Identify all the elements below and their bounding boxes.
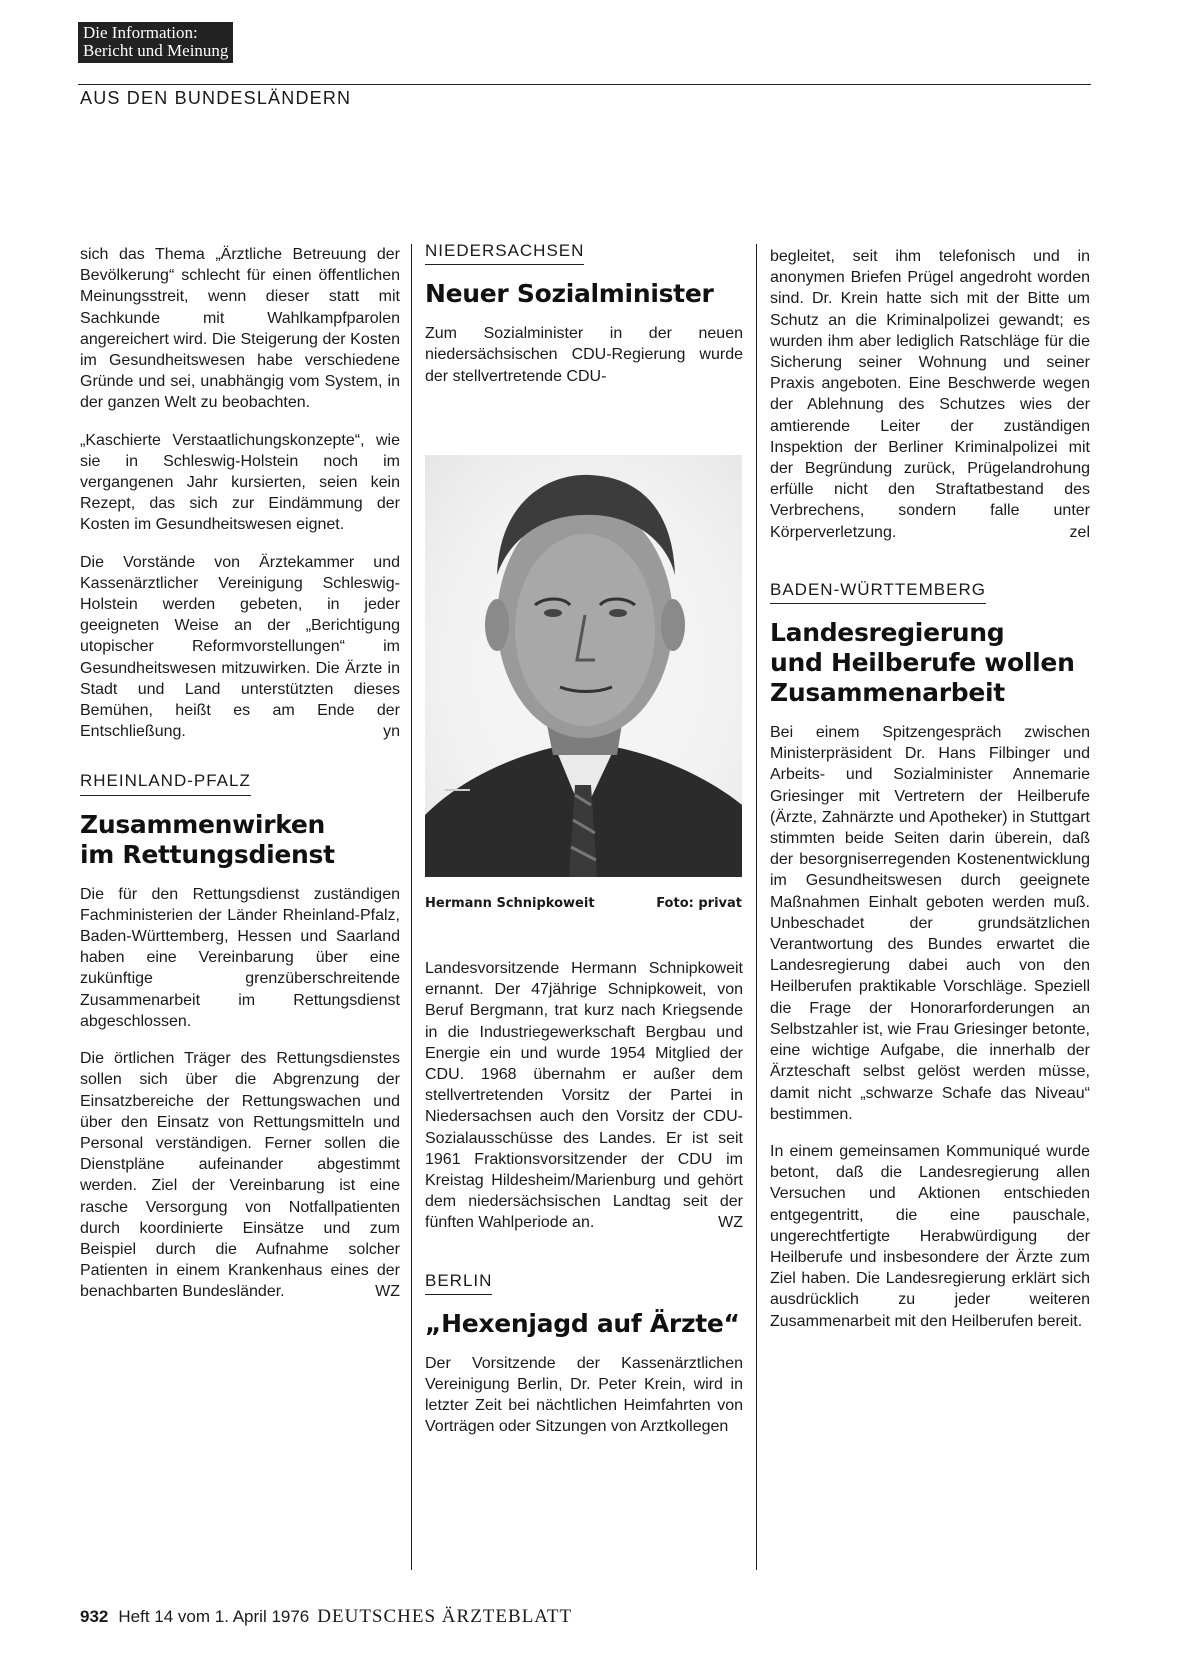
issue-info: Heft 14 vom 1. April 1976 bbox=[118, 1607, 310, 1626]
article-title-rettungsdienst bbox=[80, 810, 400, 870]
region-label-rheinland-pfalz: RHEINLAND-PFALZ bbox=[80, 770, 251, 795]
paragraph-text: begleitet, seit ihm telefonisch und in anonymen Briefen Prügel angedroht worden sind. Dr. Krein hatte sich mit der Bitte um Schutz an die Kriminalpolizei gewandt; es wurden ihm aber lediglich Ratschläge für die Sicherung seiner Wohnung und seiner Praxis angeboten. Eine Beschwerde wegen der Ablehnung des Schutzes wies der amtierende Leiter der zuständigen Inspektion der Berliner Kriminalpolizei mit der Begründung zurück, Prügelandrohung erfülle nicht den Straftatbestand des Verbrechens, sondern falle unter Körperverletzung. bbox=[770, 248, 1090, 541]
article-title-sozialminister: Neuer Sozialminister bbox=[425, 279, 714, 309]
author-sign: yn bbox=[383, 723, 400, 741]
author-sign: zel bbox=[1069, 523, 1090, 541]
column-divider-right bbox=[756, 244, 757, 1570]
article-paragraph: sich das Thema „Ärztliche Betreuung der Bevölkerung“ schlecht für einen öffentlichen Meinungsstreit, wenn dieser statt mit Sachkunde mit Wahlkampfparolen angereichert wird. Die Steigerung der Kosten im Gesundheitswesen habe verschiedene Gründe und sei, unabhängig vom System, in der ganzen Welt zu beobachten. bbox=[80, 246, 400, 412]
badge-line-2: Bericht und Meinung bbox=[83, 41, 229, 60]
author-sign: WZ bbox=[375, 1283, 400, 1301]
article-title-hexenjagd: „Hexenjagd auf Ärzte“ bbox=[425, 1308, 740, 1338]
region-label-berlin: BERLIN bbox=[425, 1270, 492, 1295]
magazine-name: DEUTSCHES ÄRZTEBLATT bbox=[317, 1606, 573, 1627]
caption-credit: Foto: privat bbox=[656, 896, 742, 911]
article-paragraph bbox=[770, 246, 1090, 543]
title-line: Landesregierung bbox=[770, 618, 1005, 648]
article-title-heilberufe bbox=[770, 618, 1090, 708]
paragraph-text: Die Vorstände von Ärztekammer und Kassenärztlicher Vereinigung Schleswig-Holstein werden gebeten, in jeder geeigneten Weise an der „Berichtigung utopischer Reformvorstellungen“ im Gesundheitswesen mitzuwirken. Die Ärzte in Stadt und Land unterstützten dieses Bemühen, heißt es am Ende der Entschließung. bbox=[80, 553, 400, 741]
title-line: im Rettungsdienst bbox=[80, 839, 335, 869]
article-paragraph bbox=[80, 552, 400, 743]
column-middle bbox=[425, 240, 743, 403]
article-paragraph: Der Vorsitzende der Kassenärztlichen Vereinigung Berlin, Dr. Peter Krein, wird in letzter Zeit bei nächtlichen Heimfahrten von Vorträgen oder Sitzungen von Arztkollegen bbox=[425, 1354, 743, 1436]
column-divider-left bbox=[411, 244, 412, 1570]
article-paragraph: Bei einem Spitzengespräch zwischen Ministerpräsident Dr. Hans Filbinger und Arbeits- und Sozialminister Annemarie Griesinger mit Vertretern der Heilberufe (Ärzte, Zahnärzte und Apotheker) in Stuttgart stimmten beide Seiten darin überein, daß der besorgniserregenden Kostenentwicklung im Gesundheitswesen durch geeignete Maßnahmen Einhalt geboten werden muß. Unbeschadet der grundsätzlichen Verantwortung des Bundes erwartet die Landesregierung dabei auch von den Heilberufen praktikable Vorschläge. Speziell die Frage der Honorarforderungen an Selbstzahler ist, wie Frau Griesinger betonte, eine wichtige Aufgabe, die innerhalb der Ärzteschaft selbst gelöst werden müsse, damit nicht „schwarze Schafe das Niveau“ bestimmen. bbox=[770, 724, 1090, 1123]
article-paragraph: Zum Sozialminister in der neuen niedersächsischen CDU-Regierung wurde der stellvertretende CDU- bbox=[425, 325, 743, 385]
title-line: Zusammenarbeit bbox=[770, 678, 1005, 708]
photo-caption bbox=[425, 896, 742, 911]
portrait-illustration bbox=[425, 455, 742, 877]
title-line: Zusammenwirken bbox=[80, 809, 326, 839]
author-sign: WZ bbox=[718, 1214, 743, 1232]
title-line: und Heilberufe wollen bbox=[770, 648, 1075, 678]
article-paragraph: „Kaschierte Verstaatlichungskonzepte“, wie sie in Schleswig-Holstein noch im vergangenen Jahr kursierten, seien kein Rezept, das sich zur Eindämmung der Kosten im Gesundheitswesen eignet. bbox=[80, 431, 400, 534]
page-number: 932 bbox=[80, 1607, 109, 1626]
section-badge bbox=[78, 22, 233, 63]
article-paragraph: Die für den Rettungsdienst zuständigen Fachministerien der Länder Rheinland-Pfalz, Baden-Württemberg, Hessen und Saarland haben eine Vereinbarung über eine zukünftige grenzüberschreitende Zusammenarbeit im Rettungsdienst abgeschlossen. bbox=[80, 885, 400, 1030]
article-paragraph bbox=[80, 1048, 400, 1302]
section-heading: AUS DEN BUNDESLÄNDERN bbox=[80, 88, 352, 108]
region-label-niedersachsen: NIEDERSACHSEN bbox=[425, 240, 584, 265]
paragraph-text: Die örtlichen Träger des Rettungsdienstes sollen sich über die Abgrenzung der Einsatzbereiche der Rettungswachen und über den Einsatz von Rettungsmitteln und Personal verständigen. Ferner sollen die Dienstpläne aufeinander abgestimmt werden. Ziel der Vereinbarung ist eine rasche Versorgung von Notfallpatienten durch koordinierte Einsätze und zum Beispiel durch die Aufnahme solcher Patienten in einem Krankenhaus eines der benachbarten Bundesländer. bbox=[80, 1050, 400, 1301]
column-right bbox=[770, 246, 1090, 1348]
column-left bbox=[80, 244, 400, 1319]
article-paragraph bbox=[425, 958, 743, 1234]
page-footer bbox=[80, 1606, 572, 1628]
portrait-photo bbox=[425, 455, 742, 877]
caption-name: Hermann Schnipkoweit bbox=[425, 896, 595, 911]
region-label-baden-wuerttemberg: BADEN-WÜRTTEMBERG bbox=[770, 579, 986, 604]
article-paragraph: In einem gemeinsamen Kommuniqué wurde betont, daß die Landesregierung allen Versuchen und Aktionen entschieden entgegentritt, die eine pauschale, ungerechtfertigte Herabwürdigung der Heilberufe und insbesondere der Ärzte zum Ziel haben. Die Landesregierung erklärt sich ausdrücklich zu jeder weiteren Zusammenarbeit mit den Heilberufen bereit. bbox=[770, 1142, 1090, 1330]
paragraph-text: Landesvorsitzende Hermann Schnipkoweit ernannt. Der 47jährige Schnipkoweit, von Beruf Bergmann, trat kurz nach Kriegsende in die Industriegewerkschaft Bergbau und Energie ein und wurde 1954 Mitglied der CDU. 1968 übernahm er außer dem stellvertretenden Vorsitz der Partei in Niedersachsen auch den Vorsitz der CDU-Sozialausschüsse des Landes. Er ist seit 1961 Fraktionsvorsitzender der CDU im Kreistag Hildesheim/Marienburg und gehört dem niedersächsischen Landtag seit der fünften Wahlperiode an. bbox=[425, 960, 743, 1232]
header-rule bbox=[78, 84, 1091, 85]
column-middle-continued bbox=[425, 958, 743, 1454]
badge-line-1: Die Information: bbox=[83, 23, 198, 42]
